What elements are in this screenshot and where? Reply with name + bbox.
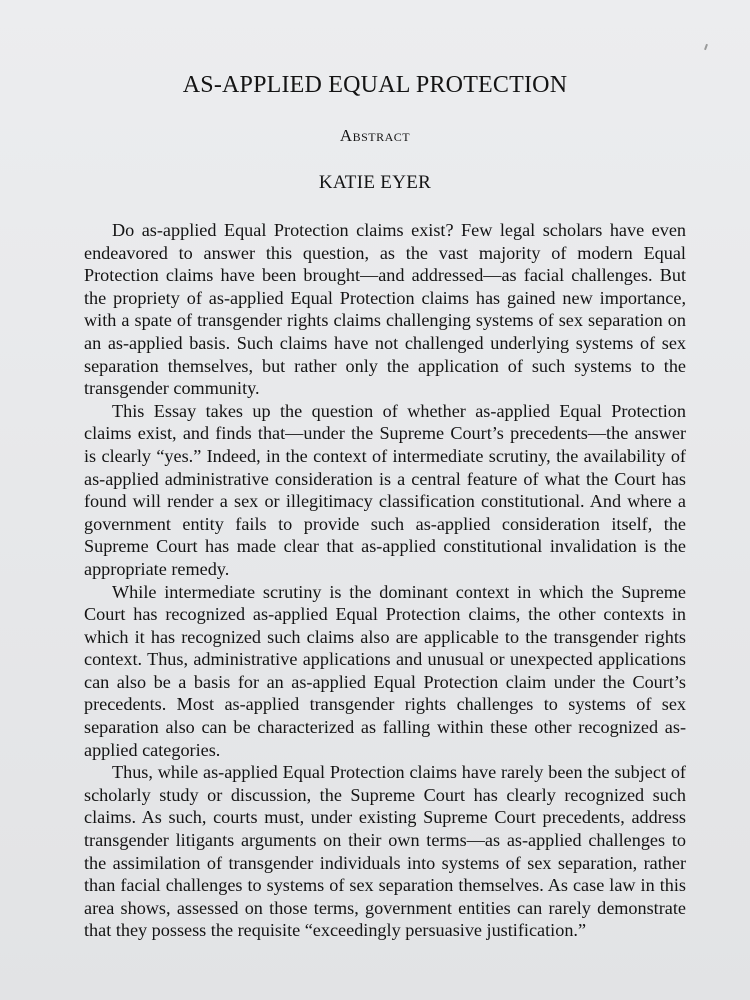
abstract-paragraph: While intermediate scrutiny is the dominant context in which the Supreme Court has recognized as-applied Equal Protection claims, the other contexts in which it has recognized such claims also are applicable to the transgender rights context. Thus, administrative applications and unusual or unexpected applications can also be a basis for an as-applied Equal Protection claim under the Court’s precedents. Most as-applied transgender rights challenges to systems of sex separation also can be characterized as falling within these other recognized as-applied categories. <box>84 581 686 760</box>
section-heading: Abstract <box>339 126 411 145</box>
abstract-paragraph: Do as-applied Equal Protection claims exist? Few legal scholars have even endeavored to answer this question, as the vast majority of modern Equal Protection claims have been brought—and addressed—as facial challenges. But the propriety of as-applied Equal Protection claims has gained new importance, with a spate of transgender rights claims challenging systems of sex separation on an as-applied basis. Such claims have not challenged underlying systems of sex separation themselves, but rather only the application of such systems to the transgender community. <box>84 220 686 399</box>
abstract-paragraph: This Essay takes up the question of whether as-applied Equal Protection claims exist, and finds that—under the Supreme Court’s precedents—the answer is clearly “yes.” Indeed, in the context of intermediate scrutiny, the availability of as-applied administrative consideration is a central feature of what the Court has found will render a sex or illegitimacy classification constitutional. And where a government entity fails to provide such as-applied consideration itself, the Supreme Court has made clear that as-applied constitutional invalidation is the appropriate remedy. <box>84 400 686 579</box>
abstract-paragraph: Thus, while as-applied Equal Protection claims have rarely been the subject of scholarly study or discussion, the Supreme Court has clearly recognized such claims. As such, courts must, under existing Supreme Court precedents, address transgender litigants arguments on their own terms—as as-applied challenges to the assimilation of transgender individuals into systems of sex separation, rather than facial challenges to systems of sex separation themselves. As case law in this area shows, assessed on those terms, government entities can rarely demonstrate that they possess the requisite “exceedingly persuasive justification.” <box>84 762 686 941</box>
abstract-body <box>84 219 686 942</box>
document-title: AS-APPLIED EQUAL PROTECTION <box>182 72 568 98</box>
author-name: KATIE EYER <box>318 172 432 193</box>
pen-mark <box>704 44 708 50</box>
